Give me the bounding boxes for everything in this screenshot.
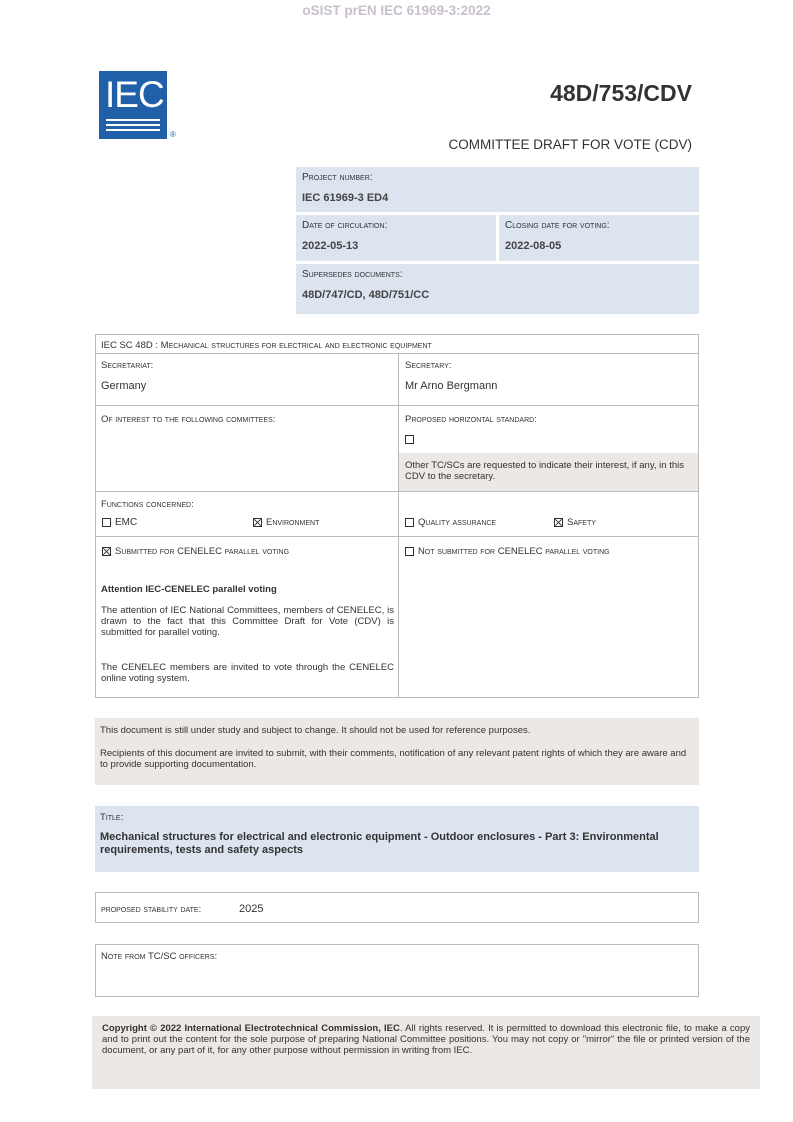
registered-mark: ® xyxy=(170,130,176,139)
stability-label: proposed stability date: xyxy=(101,904,202,915)
watermark: oSIST prEN IEC 61969-3:2022 xyxy=(302,3,491,18)
supersedes-cell xyxy=(296,264,699,314)
interest-row xyxy=(96,406,698,492)
committee-header-row xyxy=(96,335,698,354)
quality-assurance-checkbox[interactable] xyxy=(405,518,414,527)
note-box xyxy=(95,944,699,997)
environment-checkbox[interactable] xyxy=(253,518,262,527)
stability-box xyxy=(95,892,699,923)
logo-text: IEC xyxy=(105,74,164,115)
copyright-text xyxy=(102,1023,750,1056)
secretary-label: Secretary: xyxy=(405,360,452,371)
circulation-cell xyxy=(296,215,496,261)
functions-row xyxy=(96,492,698,537)
secretariat-row xyxy=(96,354,698,406)
title-box xyxy=(95,806,699,872)
supersedes-label: Supersedes documents: xyxy=(302,269,403,280)
horizontal-note: Other TC/SCs are requested to indicate their interest, if any, in this CDV to the secretary. xyxy=(405,460,684,482)
copyright-bold: Copyright © 2022 International Electrotechnical Commission, IEC xyxy=(102,1023,400,1034)
horizontal-checkbox[interactable] xyxy=(405,435,414,444)
study-notice xyxy=(95,718,699,785)
secretariat-label: Secretariat: xyxy=(101,360,154,371)
project-number-value: IEC 61969-3 ED4 xyxy=(302,192,389,204)
committee-table xyxy=(95,334,699,698)
copyright-rest: . All rights reserved. It is permitted to download this electronic file, to make a copy and to print out the content for the sole purpose of preparing National Committee positions. You may not copy or "mirror" the file or printed version of the document, or any part of it, for any other purpose without permission in writing from IEC. xyxy=(102,1023,750,1056)
interest-label: Of interest to the following committees: xyxy=(101,414,276,425)
not-submitted-label: Not submitted for CENELEC parallel voting xyxy=(418,546,610,557)
attention-title: Attention IEC-CENELEC parallel voting xyxy=(101,584,277,595)
secretariat-value: Germany xyxy=(101,380,147,392)
closing-cell xyxy=(499,215,699,261)
committee-header: IEC SC 48D : Mechanical structures for electrical and electronic equipment xyxy=(101,340,432,351)
copyright-box xyxy=(92,1016,760,1089)
functions-label: Functions concerned: xyxy=(101,499,194,510)
secretary-value: Mr Arno Bergmann xyxy=(405,380,498,392)
notice-paragraph-1: This document is still under study and subject to change. It should not be used for reference purposes. xyxy=(100,725,531,736)
document-number: 48D/753/CDV xyxy=(550,80,692,106)
title-label: Title: xyxy=(100,812,124,823)
submitted-label: Submitted for CENELEC parallel voting xyxy=(115,546,290,557)
stability-value: 2025 xyxy=(239,903,264,915)
horizontal-label: Proposed horizontal standard: xyxy=(405,414,537,425)
closing-label: Closing date for voting: xyxy=(505,220,610,231)
attention-paragraph-2: The CENELEC members are invited to vote through the CENELEC online voting system. xyxy=(101,662,394,684)
notice-paragraph-2: Recipients of this document are invited to submit, with their comments, notification of any relevant patent rights of which they are aware and to provide supporting documentation. xyxy=(100,748,687,770)
attention-paragraph-1: The attention of IEC National Committees, members of CENELEC, is drawn to the fact that this Committee Draft for Vote (CDV) is submitted for parallel voting. xyxy=(101,605,394,638)
project-number-label: Project number: xyxy=(302,172,373,183)
quality-assurance-label: Quality assurance xyxy=(418,517,497,528)
circulation-label: Date of circulation: xyxy=(302,220,388,231)
note-label: Note from TC/SC officers: xyxy=(101,951,218,962)
submitted-checkbox[interactable] xyxy=(102,547,111,556)
supersedes-value: 48D/747/CD, 48D/751/CC xyxy=(302,289,430,301)
not-submitted-checkbox[interactable] xyxy=(405,547,414,556)
safety-checkbox[interactable] xyxy=(554,518,563,527)
document-type: COMMITTEE DRAFT FOR VOTE (CDV) xyxy=(448,137,692,152)
project-number-cell xyxy=(296,167,699,212)
iec-logo xyxy=(99,71,167,139)
emc-label: EMC xyxy=(115,517,138,528)
environment-label: Environment xyxy=(266,517,320,528)
closing-value: 2022-08-05 xyxy=(505,240,562,252)
emc-checkbox[interactable] xyxy=(102,518,111,527)
circulation-value: 2022-05-13 xyxy=(302,240,359,252)
safety-label: Safety xyxy=(567,517,596,528)
title-value: Mechanical structures for electrical and electronic equipment - Outdoor enclosures - Part 3: Environmental requirements, tests and safety aspects xyxy=(100,831,659,856)
